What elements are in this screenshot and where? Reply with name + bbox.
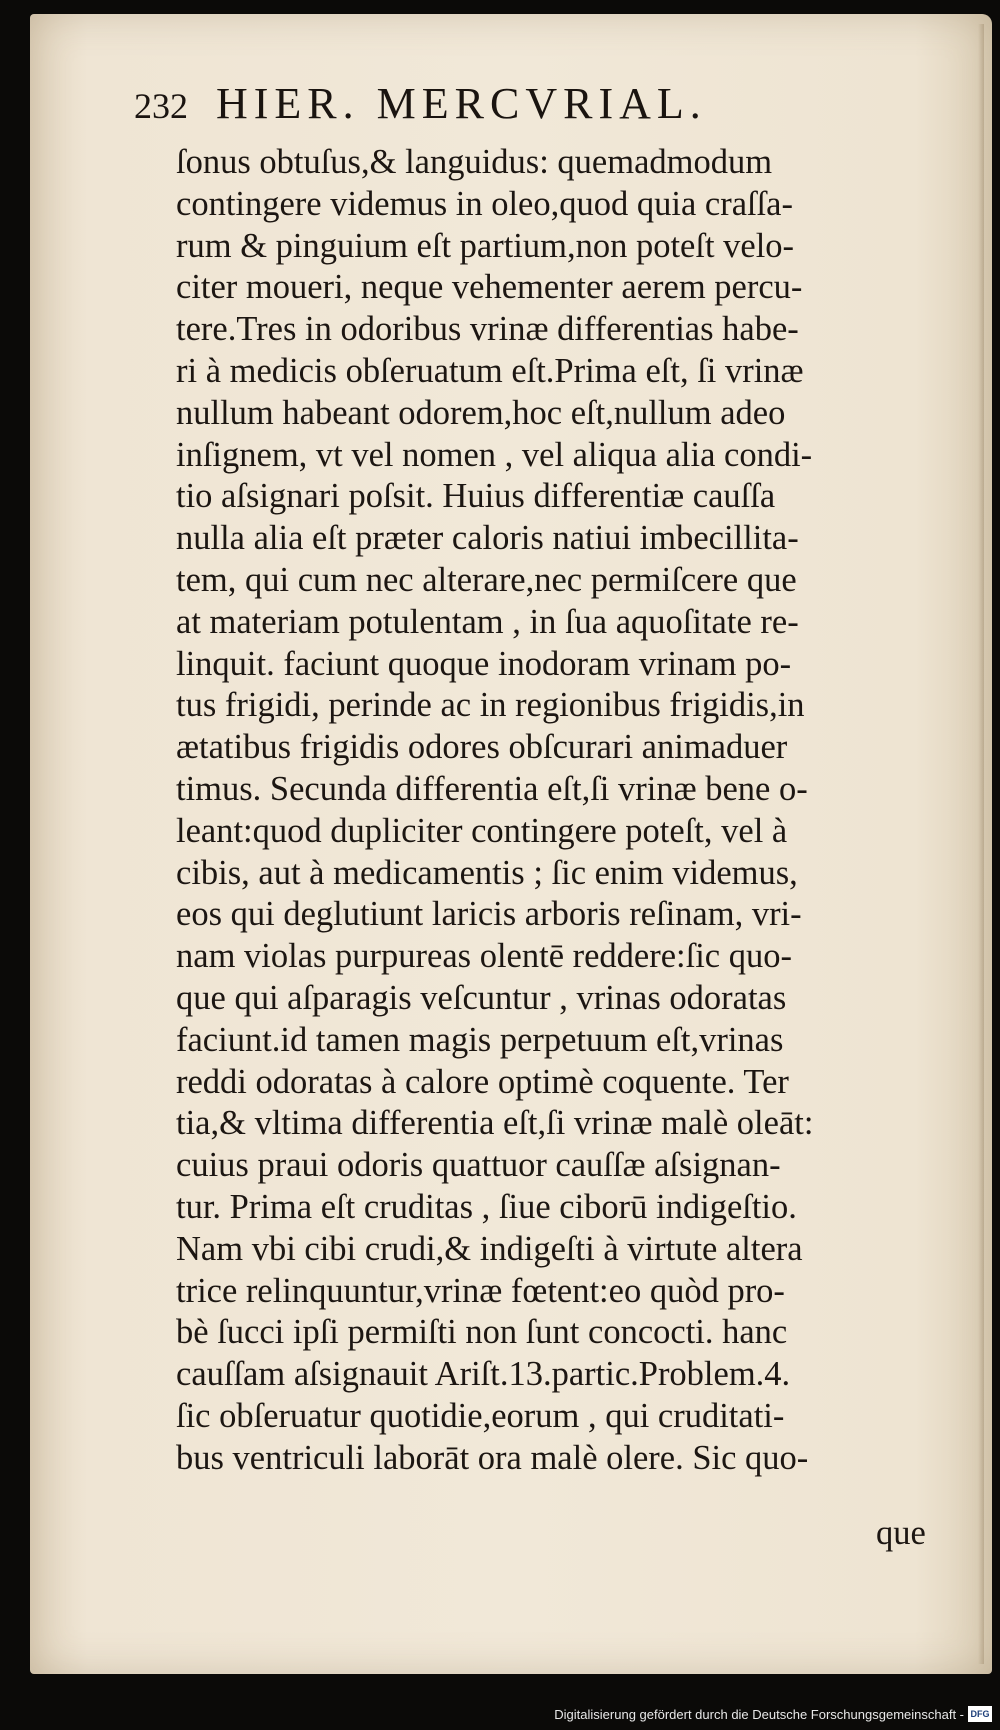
text-line: cibis, aut à medicamentis ; ſic enim videmus, [176,853,798,892]
text-line: inſignem, vt vel nomen , vel aliqua alia condi- [176,435,813,474]
text-line: tia,& vltima differentia eſt,ſi vrinæ malè oleāt: [176,1104,814,1143]
text-line: nullum habeant odorem,hoc eſt,nullum adeo [176,393,786,432]
text-line: ri à medicis obſeruatum eſt.Prima eſt, ſi vrinæ [176,351,804,390]
funding-credit: Digitalisierung gefördert durch die Deutsche Forschungsgemeinschaft - [554,1707,964,1722]
text-line: leant:quod dupliciter contingere poteſt, vel à [176,811,788,850]
text-line: tio aſsignari poſsit. Huius differentiæ cauſſa [176,477,776,516]
text-line: nulla alia eſt præter caloris natiui imbecillita- [176,519,799,558]
text-line: ſonus obtuſus,& languidus: quemadmodum [176,143,773,181]
text-line: cuius praui odoris quattuor cauſſæ aſsignan- [176,1146,781,1185]
body-text [176,142,936,1480]
page-number: 232 [134,86,188,126]
page-edge-shadow [978,24,984,1664]
digitization-footer [0,1702,1000,1730]
text-line: ſic obſeruatur quotidie,eorum , qui cruditati- [176,1396,785,1435]
text-line: ætatibus frigidis odores obſcurari animaduer [176,728,788,767]
text-line: linquit. faciunt quoque inodoram vrinam po- [176,644,792,683]
text-line: nam violas purpureas olentē reddere:ſic quo- [176,937,792,976]
text-line: timus. Secunda differentia eſt,ſi vrinæ bene o- [176,769,808,808]
text-line: eos qui deglutiunt laricis arboris reſinam, vri- [176,895,802,934]
text-line: tur. Prima eſt cruditas , ſiue ciborū indigeſtio. [176,1187,797,1226]
text-line: citer moueri, neque vehementer aerem percu- [176,268,803,307]
text-line: tere.Tres in odoribus vrinæ differentias habe- [176,310,799,349]
text-line: tus frigidi, perinde ac in regionibus frigidis,in [176,686,805,725]
text-line: Nam vbi cibi crudi,& indigeſti à virtute altera [176,1229,803,1268]
text-line: trice relinquuntur,vrinæ fœtent:eo quòd pro- [176,1271,785,1310]
text-line: rum & pinguium eſt partium,non poteſt velo- [176,226,795,265]
text-line: bus ventriculi laborāt ora malè olere. Sic quo- [176,1438,809,1477]
text-line: cauſſam aſsignauit Ariſt.13.partic.Problem.4. [176,1355,791,1394]
catchword: que [876,1514,926,1552]
text-line: at materiam potulentam , in ſua aquoſitate re- [176,602,799,641]
text-line: bè ſucci ipſi permiſti non ſunt concocti. hanc [176,1313,788,1352]
text-line: que qui aſparagis veſcuntur , vrinas odoratas [176,978,787,1017]
running-title: HIER. MERCVRIAL. [216,79,707,128]
text-line: faciunt.id tamen magis perpetuum eſt,vrinas [176,1020,784,1059]
text-line: reddi odoratas à calore optimè coquente. Ter [176,1062,789,1101]
text-line: contingere videmus in oleo,quod quia craſſa- [176,184,793,223]
text-line: tem, qui cum nec alterare,nec permiſcere que [176,560,797,599]
dfg-logo: DFG [968,1706,992,1722]
running-head [134,78,834,129]
